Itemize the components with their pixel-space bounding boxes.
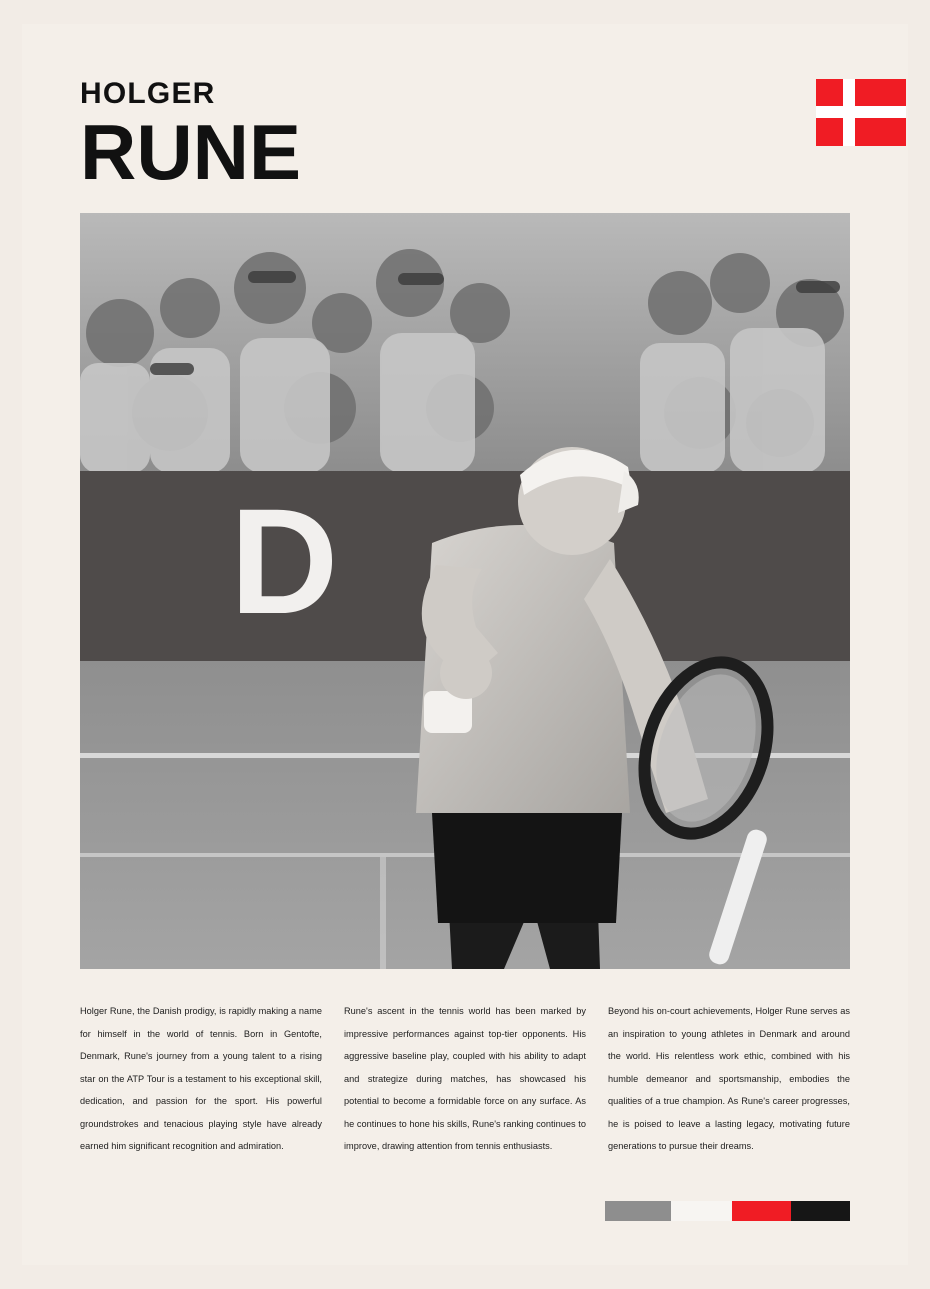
svg-text:D: D: [230, 477, 339, 645]
color-swatch: [732, 1201, 791, 1221]
poster-header: [80, 79, 870, 234]
color-swatch: [671, 1201, 732, 1221]
color-swatch: [605, 1201, 671, 1221]
flag-quadrant: [855, 79, 906, 106]
description-column-3: Beyond his on-court achievements, Holger Rune serves as an inspiration to young athletes in Denmark and around the world. His relentless work ethic, combined with his humble demeanor and sportsmanship, embodies the qualities of a true champion. As Rune's career progresses, he is poised to leave a lasting legacy, motivating future generations to pursue their dreams.: [608, 1006, 850, 1152]
color-swatch: [791, 1201, 850, 1221]
description-columns: [80, 1000, 850, 1158]
description-column-2: Rune's ascent in the tennis world has been marked by impressive performances against top-tier opponents. His aggressive baseline play, coupled with his ability to adapt and strategize during matches, has showcased his potential to become a formidable force on any surface. As he continues to hone his skills, Rune's ranking continues to improve, drawing attention from tennis enthusiasts.: [344, 1006, 586, 1152]
athlete-first-name: HOLGER: [80, 77, 216, 110]
flag-quadrant: [816, 118, 843, 146]
description-column-1: Holger Rune, the Danish prodigy, is rapidly making a name for himself in the world of tennis. Born in Gentofte, Denmark, Rune's journey from a young talent to a rising star on the ATP Tour is a testament to his exceptional skill, dedication, and passion for the sport. His powerful groundstrokes and tenacious playing style have already earned him significant recognition and admiration.: [80, 1006, 322, 1152]
athlete-photo: [80, 213, 850, 969]
flag-quadrant: [816, 79, 843, 106]
denmark-flag-icon: [816, 79, 906, 146]
color-swatch-bar: [605, 1201, 850, 1221]
athlete-last-name: RUNE: [80, 108, 302, 196]
poster-body: [22, 24, 908, 1265]
flag-quadrant: [855, 118, 906, 146]
